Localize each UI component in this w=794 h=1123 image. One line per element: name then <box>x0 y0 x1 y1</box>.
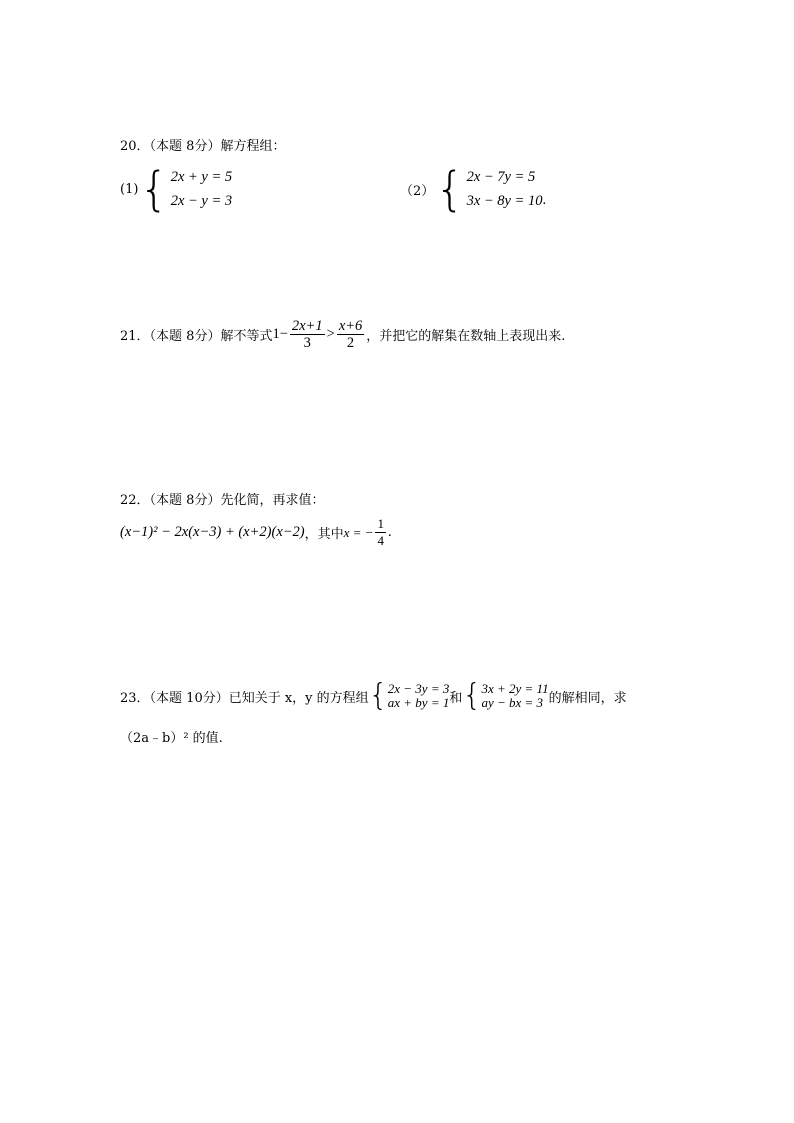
q21-greater-than: > <box>326 326 335 342</box>
q20-header: 20．（本题 8分）解方程组： <box>120 139 286 154</box>
q21-suffix: ，并把它的解集在数轴上表现出来. <box>366 329 566 344</box>
q21-frac2-denominator: 2 <box>346 335 355 351</box>
q23-sys2-eq1: 3x + 2y = 11 <box>481 681 549 696</box>
q23-sys2-eq2: ay − bx = 3 <box>481 695 544 710</box>
left-brace-icon: { <box>462 678 482 713</box>
q22-frac-numerator: 1 <box>377 516 384 531</box>
q22-frac-denominator: 4 <box>377 533 384 548</box>
q22-x-equals: x = − <box>343 524 374 540</box>
q21-frac1-denominator: 3 <box>303 335 311 351</box>
q22-expression-line <box>120 516 392 549</box>
q23-prefix: 23．（本题 10分）已知关于 x，y 的方程组 <box>120 690 369 706</box>
q20-part1-label: (1) <box>120 181 139 197</box>
q22-fraction <box>375 516 386 549</box>
q22-header: 22．（本题 8分）先化简，再求值： <box>120 493 325 508</box>
q23-sys1-eq1: 2x − 3y = 3 <box>387 681 450 696</box>
q23-sys1-eq2: ax + by = 1 <box>387 695 450 710</box>
q20-part1-eq2: 2x − y = 3 <box>170 193 233 209</box>
q21-prefix: 21．（本题 8分）解不等式 <box>120 329 273 344</box>
left-brace-icon: { <box>139 162 169 216</box>
q21-fraction-1 <box>290 318 325 351</box>
q23-suffix: 的解相同，求 <box>548 690 627 706</box>
q22-where: ，其中 <box>304 527 344 542</box>
q20-part1 <box>120 162 233 216</box>
q20-part2-eq1: 2x − 7y = 5 <box>466 169 536 185</box>
q23-and: 和 <box>449 690 463 706</box>
q21 <box>120 318 565 351</box>
q20-part1-eq1: 2x + y = 5 <box>170 169 233 185</box>
left-brace-icon: { <box>368 678 388 713</box>
q23-line1 <box>120 678 627 713</box>
q20-part2-label: （2） <box>400 183 435 199</box>
q20-part2-period: . <box>542 192 547 208</box>
q23-line2: （2a﹣b）² 的值. <box>120 731 223 746</box>
q21-lhs-one: 1− <box>272 326 288 342</box>
q21-frac2-numerator: x+6 <box>338 318 363 334</box>
q21-fraction-2 <box>337 318 364 351</box>
q21-frac1-numerator: 2x+1 <box>291 318 323 334</box>
q20-part2-eq2: 3x − 8y = 10 <box>466 193 543 209</box>
q22-period: . <box>387 524 392 540</box>
left-brace-icon: { <box>435 162 465 216</box>
q20-part2 <box>400 162 547 216</box>
q22-expression: (x−1)² − 2x(x−3) + (x+2)(x−2) <box>120 524 305 540</box>
